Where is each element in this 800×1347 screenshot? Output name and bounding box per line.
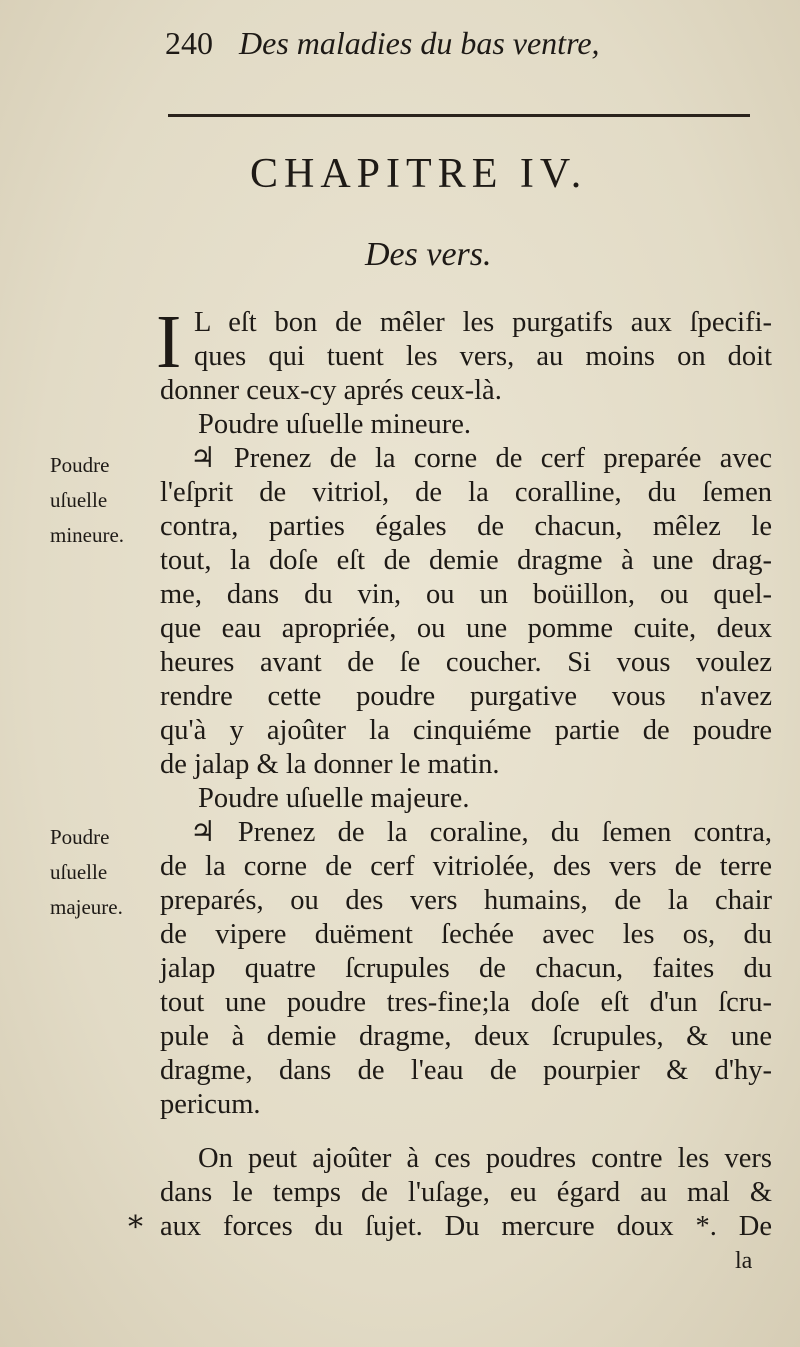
margin-note-mineure [50,448,160,553]
text-line: heures avant de ſe coucher. Si vous voulez [160,647,772,678]
text-line: tout une poudre tres-fine;la doſe eſt d'un ſcru- [160,987,772,1018]
section-heading: Poudre uſuelle mineure. [198,409,472,440]
drop-cap: I [156,300,182,384]
text-line: ques qui tuent les vers, au moins on doit [194,341,772,372]
section-heading: Poudre uſuelle majeure. [198,783,470,814]
text-line: preparés, ou des vers humains, de la chair [160,885,772,916]
text-line: aux forces du ſujet. Du mercure doux *. De [160,1211,772,1242]
text-line: l'eſprit de vitriol, de la coralline, du ſemen [160,477,772,508]
running-head-title: Des maladies du bas ventre, [239,25,600,61]
margin-note-line: Poudre [50,453,110,477]
text-line: donner ceux-cy aprés ceux-là. [160,375,502,406]
text-line: contra, parties égales de chacun, mêlez le [160,511,772,542]
chapter-title: CHAPITRE IV. [250,151,588,197]
text-line: dans le temps de l'uſage, eu égard au mal & [160,1177,772,1208]
text-line: de jalap & la donner le matin. [160,749,500,780]
text-line: jalap quatre ſcrupules de chacun, faites du [160,953,772,984]
margin-note-line: majeure. [50,895,123,919]
text-line: On peut ajoûter à ces poudres contre les vers [198,1143,772,1174]
text-line: rendre cette poudre purgative vous n'avez [160,681,772,712]
text-line: ♃ Prenez de la corne de cerf preparée avec [190,443,772,474]
catchword: la [735,1248,753,1274]
margin-note-line: uſuelle [50,860,108,884]
running-header [165,20,740,66]
text-line: pule à demie dragme, deux ſcrupules, & une [160,1021,772,1052]
text-line: me, dans du vin, ou un boüillon, ou quel- [160,579,772,610]
text-line: L eſt bon de mêler les purgatifs aux ſpecifi- [194,307,772,338]
margin-note-line: uſuelle [50,488,108,512]
chapter-subtitle: Des vers. [365,236,492,273]
margin-note-line: mineure. [50,523,125,547]
footnote-asterisk: * [128,1210,143,1245]
header-rule [168,114,750,117]
text-line: de la corne de cerf vitriolée, des vers de terre [160,851,772,882]
text-line: dragme, dans de l'eau de pourpier & d'hy- [160,1055,772,1086]
margin-note-line: Poudre [50,825,110,849]
page-number: 240 [165,25,213,61]
text-line: qu'à y ajoûter la cinquiéme partie de poudre [160,715,772,746]
text-line: tout, la doſe eſt de demie dragme à une drag- [160,545,772,576]
text-line: pericum. [160,1089,261,1120]
margin-note-majeure [50,820,160,925]
text-line: ♃ Prenez de la coraline, du ſemen contra, [190,817,772,848]
text-line: de vipere duëment ſechée avec les os, du [160,919,772,950]
text-line: que eau apropriée, ou une pomme cuite, deux [160,613,772,644]
